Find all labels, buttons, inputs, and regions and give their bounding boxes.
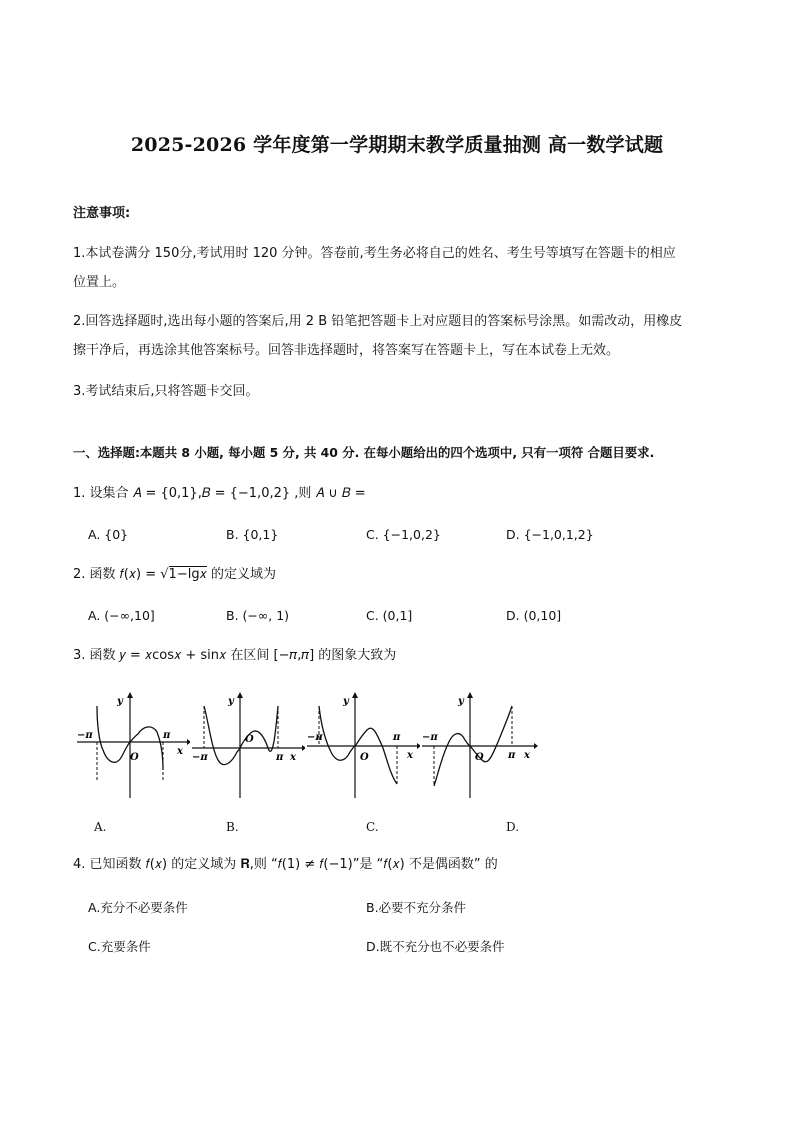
q2-stem-prefix: 2. 函数 𝑓(𝑥) = √ [73,567,169,582]
q2-option-a[interactable]: A. (−∞,10] [88,608,155,623]
graph-d-origin: O [475,752,484,763]
q3-graph-b [190,690,305,800]
graph-b-origin: O [245,734,254,745]
exam-title: 2025-2026 学年度第一学期期末教学质量抽测 高一数学试题 [130,134,664,156]
notice-item-2-line-2: 擦干净后，再选涂其他答案标号。回答非选择题时，将答案写在答题卡上，写在本试卷上无效。 [73,343,620,358]
q2-option-c[interactable]: C. (0,1] [366,608,413,623]
graph-a-x-label: x [177,746,183,757]
q1-stem: 1. 设集合 𝐴 = {0,1},𝐵 = {−1,0,2} ,则 𝐴 ∪ 𝐵 = [73,486,366,501]
graph-d-pi: π [508,750,516,761]
q2-option-d[interactable]: D. (0,10] [506,608,562,623]
q4-stem: 4. 已知函数 𝑓(𝑥) 的定义域为 𝐑,则 “𝑓(1) ≠ 𝑓(−1)”是 “𝑓(𝑥) 不是偶函数” 的 [73,857,498,872]
q3-option-a[interactable]: A. [94,820,107,834]
graph-a-pi: π [163,730,171,741]
q4-option-b[interactable]: B.必要不充分条件 [366,900,467,915]
q1-option-b[interactable]: B. {0,1} [226,527,279,542]
q3-graph-a [75,690,190,800]
graph-d-x-label: x [524,750,530,761]
graph-c-neg-pi: −π [307,732,323,743]
graph-b-x-label: x [290,752,296,763]
notice-heading: 注意事项: [73,206,131,221]
notice-item-1-line-1: 1.本试卷满分 150分,考试用时 120 分钟。答卷前,考生务必将自己的姓名、考生号等填写在答题卡的相应 [73,246,676,261]
graph-d-neg-pi: −π [422,732,438,743]
graph-c-x-label: x [407,750,413,761]
q1-option-c[interactable]: C. {−1,0,2} [366,527,441,542]
q2-stem-suffix: 的定义域为 [206,567,276,582]
notice-item-1-line-2: 位置上。 [73,275,126,290]
graph-a-y-label: y [117,696,123,707]
graph-d-y-label: y [458,696,464,707]
graph-c-pi: π [393,732,401,743]
q4-option-a[interactable]: A.充分不必要条件 [88,900,188,915]
q3-graph-d [420,690,540,800]
q2-stem [73,567,276,583]
graph-a-origin: O [130,752,139,763]
q3-stem: 3. 函数 𝑦 = 𝑥cos𝑥 + sin𝑥 在区间 [−𝜋,𝜋] 的图象大致为 [73,648,397,663]
q3-option-d[interactable]: D. [506,820,520,834]
graph-b-pi: π [276,752,284,763]
notice-item-2-line-1: 2.回答选择题时,选出每小题的答案后,用 2 B 铅笔把答题卡上对应题目的答案标号涂黑。如需改动，用橡皮 [73,314,683,329]
q1-option-a[interactable]: A. {0} [88,527,129,542]
graph-b-neg-pi: −π [192,752,208,763]
section-1-heading: 一、选择题:本题共 8 小题, 每小题 5 分, 共 40 分. 在每小题给出的四个选项中, 只有一项符 合题目要求. [73,445,655,460]
graph-c-origin: O [360,752,369,763]
notice-item-3: 3.考试结束后,只将答题卡交回。 [73,384,259,399]
q2-stem-radicand: 1−lg𝑥 [168,567,207,582]
q2-option-b[interactable]: B. (−∞, 1) [226,608,290,623]
q3-option-c[interactable]: C. [366,820,379,834]
q4-option-c[interactable]: C.充要条件 [88,939,151,954]
q1-option-d[interactable]: D. {−1,0,1,2} [506,527,594,542]
graph-a-neg-pi: −π [77,730,93,741]
graph-b-y-label: y [228,696,234,707]
q3-graph-c [305,690,420,800]
graph-c-y-label: y [343,696,349,707]
q3-option-b[interactable]: B. [226,820,239,834]
q4-option-d[interactable]: D.既不充分也不必要条件 [366,939,505,954]
